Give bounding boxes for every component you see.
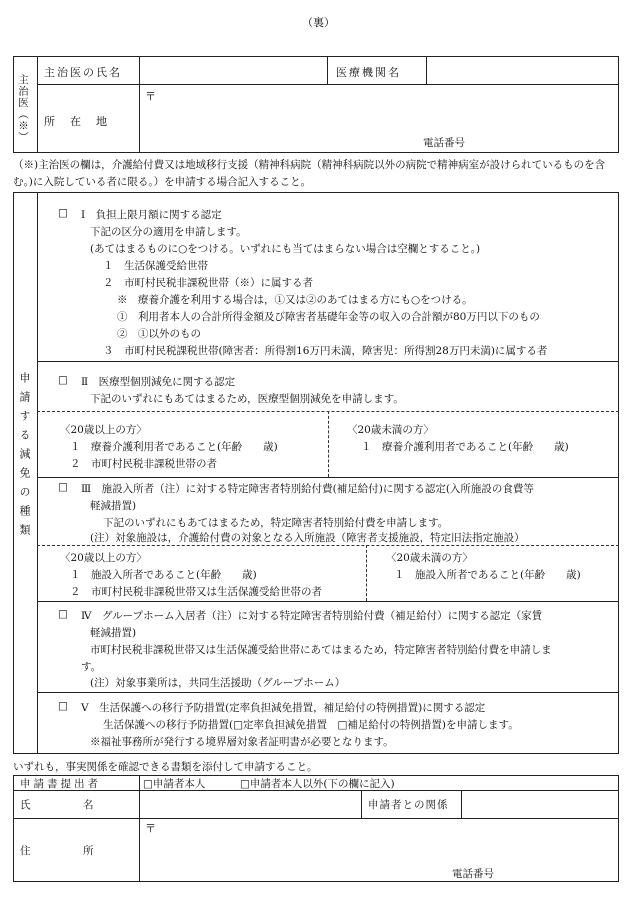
section2-left-item1: １ 療養介護利用者であること(年齢 歳) (70, 441, 278, 453)
applicant-name-label: 氏 名 (20, 799, 94, 811)
section3-checkbox[interactable]: □ (58, 481, 68, 493)
doctor-address-label: 所 在 地 (44, 115, 109, 128)
section3-left-heading: 〈20歳以上の方〉 (60, 552, 147, 564)
doctor-address-field[interactable] (140, 85, 618, 152)
section3-note: (注）対象施設は，介護給付費の対象となる入所施設（障害者支援施設，特定旧法指定施設） (90, 532, 525, 544)
section3-right-heading: 〈20歳未満の方〉 (386, 552, 473, 564)
section3-right-item1: １ 施設入所者であること(年齢 歳) (394, 569, 581, 581)
section4-title: Ⅳ グループホーム入居者（注）に対する特定障害者特別給付費（補足給付）に関する認定（家賃 (81, 610, 543, 622)
section2-left-item2: ２ 市町村民税非課税世帯の者 (70, 458, 217, 470)
section3-left-item2: ２ 市町村民税非課税世帯又は生活保護受給世帯の者 (70, 586, 322, 598)
footer-note: いずれも，事実関係を確認できる書類を添付して申請すること。 (13, 761, 318, 773)
reduction-section-label: 申請する減免の種類 (18, 372, 31, 543)
section2-left-heading: 〈20歳以上の方〉 (60, 424, 147, 436)
section1-item1: １ 生活保護受給世帯 (103, 260, 208, 272)
section3-title2: 軽減措置) (90, 500, 137, 512)
section1-note1: ① 利用者本人の合計所得金額及び障害者基礎年金等の収入の合計額が80万円以下のもの (117, 311, 540, 323)
section1-item2: ２ 市町村民税非課税世帯（※）に属する者 (103, 277, 313, 289)
institution-label: 医療機関名 (336, 66, 401, 79)
section4-note: (注）対象事業所は，共同生活援助（グループホーム） (90, 677, 346, 689)
relation-field[interactable] (462, 791, 618, 817)
doctor-phone-label: 電話番号 (423, 137, 465, 149)
section5-line1: 生活保護への移行予防措置(□定率負担減免措置 □補足給付の特例措置)を申請します。 (103, 719, 519, 731)
section3-line1: 下記のいずれにもあてはまるため，特定障害者特別給付費を申請します。 (103, 517, 449, 529)
section4-checkbox[interactable]: □ (58, 608, 68, 620)
applicant-postal-mark: 〒 (145, 822, 156, 835)
postal-mark: 〒 (145, 90, 156, 103)
section2-right-heading: 〈20歳未満の方〉 (347, 424, 434, 436)
institution-field[interactable] (427, 57, 618, 83)
section4-line1b: す。 (81, 661, 102, 673)
doctor-name-label: 主治医の氏名 (44, 66, 122, 79)
section1-checkbox[interactable]: □ (58, 207, 68, 219)
section1-note2: ② ①以外のもの (117, 328, 201, 340)
applicant-address-label: 住 所 (20, 845, 94, 857)
section3-left-item1: １ 施設入所者であること(年齢 歳) (70, 569, 257, 581)
section2-checkbox[interactable]: □ (58, 374, 68, 386)
section5-title: Ⅴ 生活保護への移行予防措置(定率負担減免措置，補足給付の特例措置)に関する認定 (81, 702, 486, 714)
applicant-name-field[interactable] (140, 791, 360, 817)
doctor-section-label: 主治医（※） (17, 74, 29, 143)
section1-note: ※ 療養介護を利用する場合は，①又は②のあてはまる方にも○をつける。 (117, 294, 473, 306)
section5-checkbox[interactable]: □ (58, 700, 68, 712)
section2-line1: 下記のいずれにもあてはまるため，医療型個別減免を申請します。 (90, 393, 404, 405)
doctor-name-field[interactable] (140, 57, 326, 83)
section2-title: Ⅱ 医療型個別減免に関する認定 (81, 376, 236, 388)
section2-right-item1: １ 療養介護利用者であること(年齢 歳) (361, 441, 569, 453)
section5-line2: ※福祉事務所が発行する境界層対象者証明書が必要となります。 (90, 736, 394, 748)
relation-label: 申請者との関係 (368, 799, 449, 811)
submitter-label: 申請書提出者 (20, 778, 101, 790)
section4-title2: 軽減措置) (90, 627, 137, 639)
submitter-other-option[interactable]: □申請者本人以外(下の欄に記入) (240, 778, 395, 790)
doctor-note: （※)主治医の欄は，介護給付費又は地域移行支援（精神科病院（精神科病院以外の病院で精神病室が設けられているものを含む。)に入院している者に限る。）を申請する場合記入すること。 (13, 159, 606, 188)
section1-line1: 下記の区分の適用を申請します。 (90, 226, 247, 238)
page-header: （裏） (302, 16, 335, 29)
section3-title: Ⅲ 施設入所者（注）に対する特定障害者特別給付費(補足給付)に関する認定(入所施設の食費等 (81, 483, 534, 495)
section1-line2: (あてはまるものに○をつける。いずれにも当てはまらない場合は空欄とすること。) (90, 243, 481, 255)
applicant-phone-label: 電話番号 (452, 868, 494, 880)
section1-item3: ３ 市町村民税課税世帯(障害者：所得割16万円未満，障害児：所得割28万円未満)に属する者 (103, 345, 548, 357)
applicant-address-field[interactable] (140, 819, 618, 881)
section4-line1: 市町村民税非課税世帯又は生活保護受給世帯にあてはまるため，特定障害者特別給付費を申請しま (90, 644, 552, 656)
section1-title: Ⅰ 負担上限月額に関する認定 (81, 209, 222, 221)
submitter-self-option[interactable]: □申請者本人 (143, 778, 206, 790)
